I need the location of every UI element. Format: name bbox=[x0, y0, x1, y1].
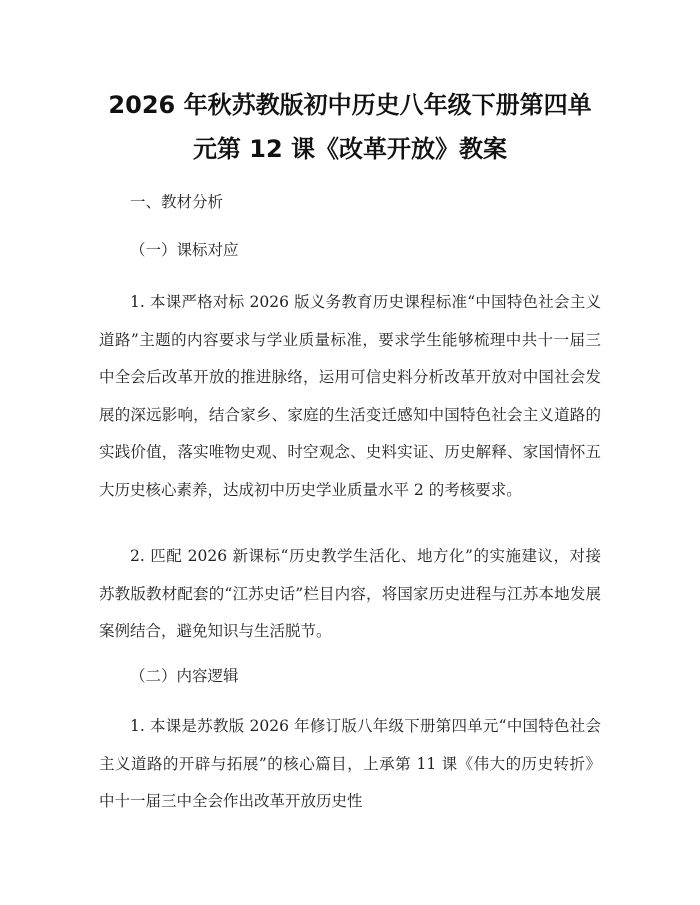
paragraph-standard-1: 1. 本课严格对标 2026 版义务教育历史课程标准“中国特色社会主义道路”主题的内容要求与学业质量标准，要求学生能够梳理中共十一届三中全会后改革开放的推进脉络，运用可信史料分析改革开放对中国社会发展的深远影响，结合家乡、家庭的生活变迁感知中国特色社会主义道路的实践价值，落实唯物史观、时空观念、史料实证、历史解释、家国情怀五大历史核心素养，达成初中历史学业质量水平 2 的考核要求。 bbox=[99, 293, 601, 499]
document-title-line-2: 元第 12 课《改革开放》教案 bbox=[192, 135, 508, 163]
subheading-curriculum-standard: （一）课标对应 bbox=[130, 241, 239, 259]
paragraph-content-logic-1: 1. 本课是苏教版 2026 年修订版八年级下册第四单元“中国特色社会主义道路的开辟与拓展”的核心篇目，上承第 11 课《伟大的历史转折》中十一届三中全会作出改革开放历史性 bbox=[99, 717, 601, 811]
document-title-line-1: 2026 年秋苏教版初中历史八年级下册第四单 bbox=[108, 91, 592, 119]
section-heading-textbook-analysis: 一、教材分析 bbox=[130, 193, 224, 211]
subheading-content-logic: （二）内容逻辑 bbox=[130, 667, 239, 685]
paragraph-standard-2: 2. 匹配 2026 新课标“历史教学生活化、地方化”的实施建议，对接苏教版教材配套的“江苏史话”栏目内容，将国家历史进程与江苏本地发展案例结合，避免知识与生活脱节。 bbox=[99, 547, 601, 641]
